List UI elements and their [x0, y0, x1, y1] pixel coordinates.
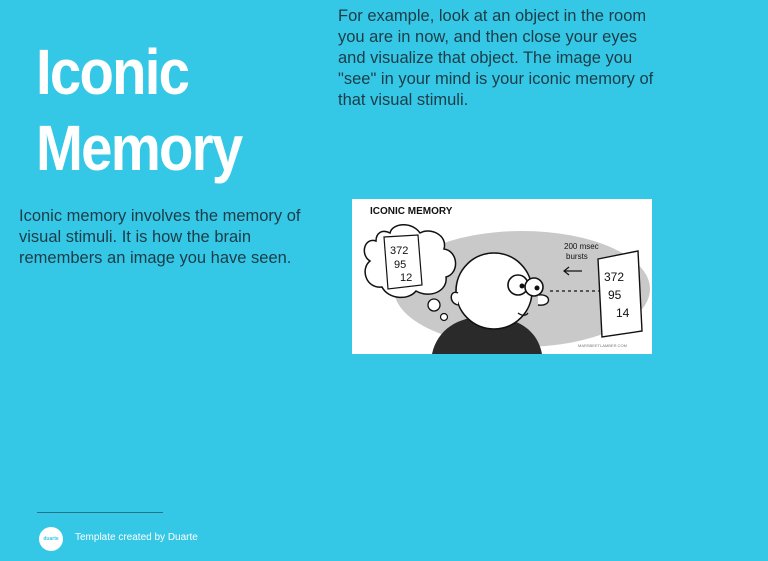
person-pupil-right [535, 286, 540, 291]
burst-label-line-2: bursts [566, 252, 588, 261]
thought-bubble-large [428, 299, 440, 311]
title-line-2: Memory [36, 112, 242, 184]
person-pupil-left [520, 284, 525, 289]
card-digits-row-1: 372 [604, 270, 625, 284]
footer-divider [37, 512, 163, 513]
description-paragraph: Iconic memory involves the memory of visual stimuli. It is how the brain remembers an image you have seen. [19, 207, 301, 267]
cartoon-heading: ICONIC MEMORY [370, 206, 453, 217]
card-digits-row-2: 95 [608, 288, 622, 302]
title-line-1: Iconic [36, 36, 189, 108]
person-nose [538, 295, 549, 305]
thought-digits-row-3: 12 [400, 272, 413, 284]
person-eye-right [525, 278, 543, 296]
thought-digits-row-2: 95 [394, 259, 407, 271]
template-credit: Template created by Duarte [75, 532, 198, 543]
card-digits-row-3: 14 [616, 306, 630, 320]
example-paragraph: For example, look at an object in the room you are in now, and then close your eyes and visualize that object. The image you "see" in your mind is your iconic memory of that visual stimuli. [338, 7, 654, 109]
thought-bubble-small [441, 314, 448, 321]
iconic-memory-cartoon [352, 199, 652, 354]
thought-digits-row-1: 372 [390, 245, 409, 257]
burst-label-line-1: 200 msec [564, 242, 599, 251]
cartoon-credit: MARSBEETLAMBER.COM [578, 343, 627, 348]
duarte-logo: duarte [39, 527, 63, 551]
slide-title [36, 34, 282, 186]
